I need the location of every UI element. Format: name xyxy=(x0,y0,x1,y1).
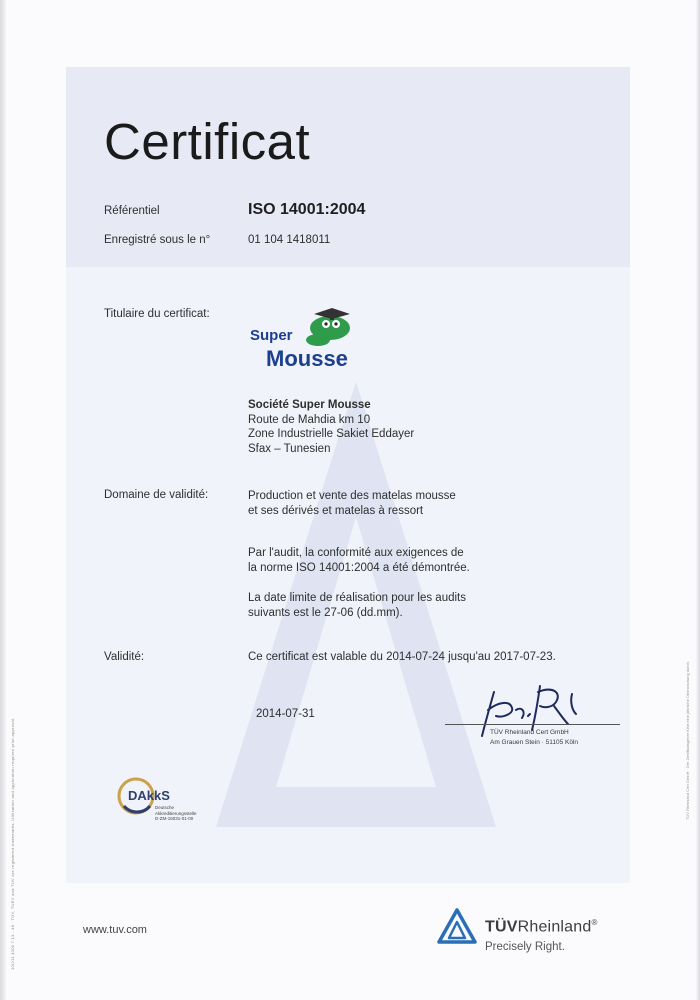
issuer-name: TÜV Rheinland Cert GmbH xyxy=(490,729,569,736)
audit-line: Par l'audit, la conformité aux exigences de xyxy=(248,547,464,559)
logo-mousse-text: Mousse xyxy=(266,346,348,371)
issuer-address: Am Grauen Stein · 51105 Köln xyxy=(490,739,579,746)
registration-label: Enregistré sous le n° xyxy=(104,234,211,246)
deadline-line: suivants est le 27-06 (dd.mm). xyxy=(248,606,403,619)
registration-value: 01 104 1418011 xyxy=(248,234,331,246)
right-page-edge xyxy=(696,0,700,1000)
holder-address-line: Zone Industrielle Sakiet Eddayer xyxy=(248,428,415,440)
left-page-edge xyxy=(0,0,6,1000)
audit-text xyxy=(248,546,470,575)
tuv-triangle-icon xyxy=(437,908,477,944)
validity-text: Ce certificat est valable du 2014-07-24 jusqu'au 2017-07-23. xyxy=(248,651,556,663)
issue-date: 2014-07-31 xyxy=(256,708,315,720)
super-mousse-logo xyxy=(248,306,360,376)
deadline-line: La date limite de réalisation pour les audits xyxy=(248,592,466,604)
footer-url[interactable]: www.tuv.com xyxy=(83,924,147,936)
dakks-small-text xyxy=(155,805,197,822)
dakks-line: Akkreditierungsstelle xyxy=(155,810,197,816)
issuer-block xyxy=(490,728,578,748)
holder-address-block xyxy=(248,398,414,456)
right-margin-text: TÜV Rheinland Cert GmbH · Der Zertifikatsgeber führt eine jährliche Überwachung durch. xyxy=(685,661,690,820)
logo-super-text: Super xyxy=(250,327,293,344)
side-margin-text: 10/211 4005 7.13 - 46 · TÜV, TUEV and TUV are registered trademarks. Utilisation and application requires prior approval. xyxy=(10,717,15,970)
standard-value: ISO 14001:2004 xyxy=(248,201,366,218)
holder-address-line: Sfax – Tunesien xyxy=(248,442,331,455)
signature-line xyxy=(445,724,620,725)
tuv-brand-rest: Rheinland xyxy=(517,918,592,936)
validity-label: Validité: xyxy=(104,651,145,663)
dakks-line: Deutsche xyxy=(155,805,175,810)
holder-label: Titulaire du certificat: xyxy=(104,308,210,320)
scope-line: Production et vente des matelas mousse xyxy=(248,490,456,502)
deadline-text xyxy=(248,591,466,620)
scope-label: Domaine de validité: xyxy=(104,489,209,501)
tuv-brand-name xyxy=(485,918,598,936)
holder-name: Société Super Mousse xyxy=(248,399,371,411)
tuv-brand-bold: TÜV xyxy=(485,918,518,936)
standard-label: Référentiel xyxy=(104,205,160,217)
tuv-slogan: Precisely Right. xyxy=(485,941,565,953)
scope-line: et ses dérivés et matelas à ressort xyxy=(248,504,424,517)
audit-line: la norme ISO 14001:2004 a été démontrée. xyxy=(248,561,470,574)
holder-address-line: Route de Mahdia km 10 xyxy=(248,413,371,426)
dakks-line: D-ZM-16031-01-00 xyxy=(155,816,194,821)
certificate-title: Certificat xyxy=(104,113,311,170)
dakks-label: DAkkS xyxy=(128,788,170,803)
scope-text xyxy=(248,489,456,518)
registered-mark: ® xyxy=(591,918,598,927)
